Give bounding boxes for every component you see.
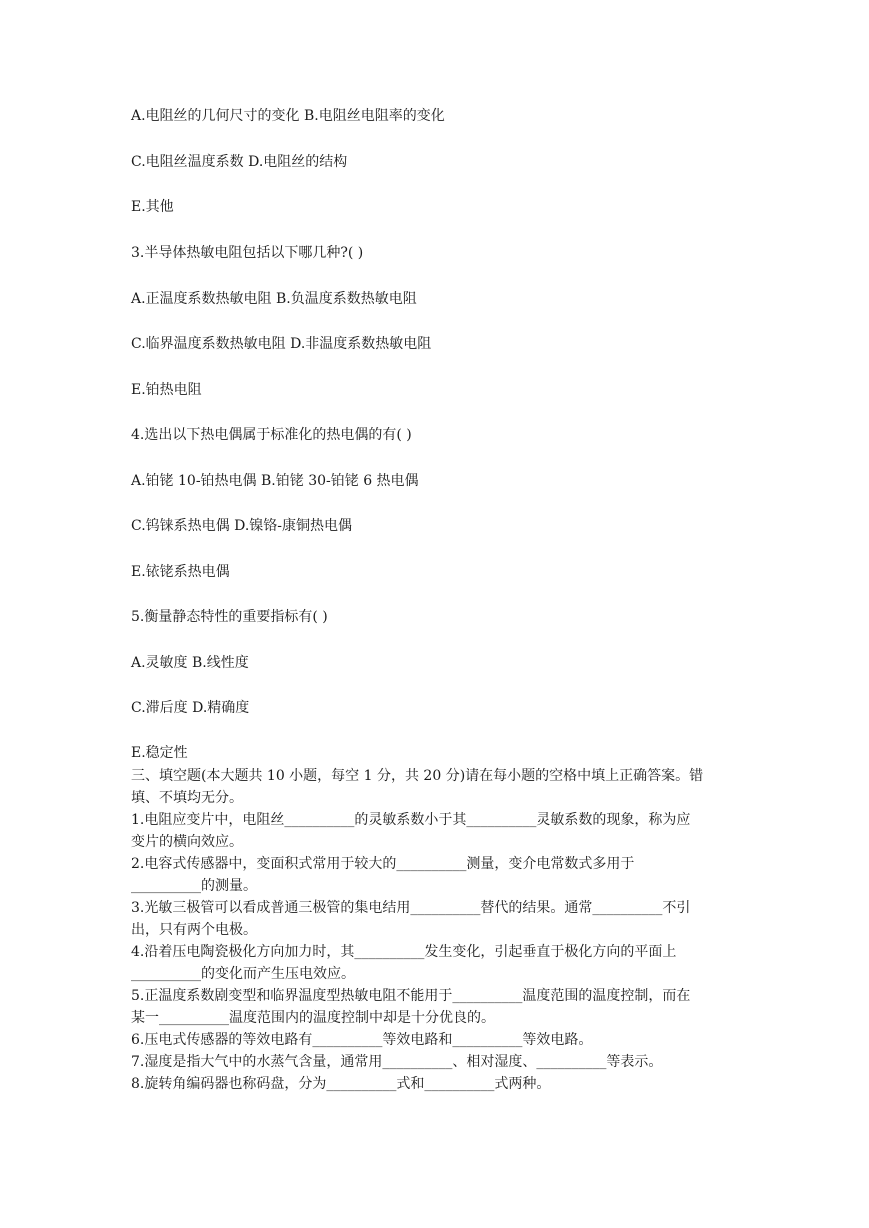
q5-option-ab: A.灵敏度 B.线性度 — [131, 655, 249, 671]
q4-stem: 4.选出以下热电偶属于标准化的热电偶的有( ) — [131, 427, 412, 443]
section-heading-line-1: 三、填空题(本大题共 10 小题，每空 1 分，共 20 分)请在每小题的空格中填上正确答案。错 — [131, 768, 704, 784]
fill-q7-line-1: 7.湿度是指大气中的水蒸气含量，通常用__________、相对湿度、__________等表示。 — [131, 1054, 663, 1070]
fill-q2-line-1: 2.电容式传感器中，变面积式常用于较大的__________测量，变介电常数式多用于 — [131, 856, 635, 872]
q4-option-cd: C.钨铼系热电偶 D.镍铬-康铜热电偶 — [131, 518, 353, 534]
fill-q4-line-2: __________的变化而产生压电效应。 — [131, 966, 355, 982]
q3-option-ab: A.正温度系数热敏电阻 B.负温度系数热敏电阻 — [131, 291, 417, 307]
fill-q3-line-1: 3.光敏三极管可以看成普通三极管的集电结用__________替代的结果。通常__________不引 — [131, 900, 691, 916]
q5-option-e: E.稳定性 — [131, 745, 188, 761]
q3-stem: 3.半导体热敏电阻包括以下哪几种?( ) — [131, 245, 364, 261]
fill-q5-line-2: 某一__________温度范围内的温度控制中却是十分优良的。 — [131, 1010, 495, 1026]
q3-option-cd: C.临界温度系数热敏电阻 D.非温度系数热敏电阻 — [131, 336, 432, 352]
fill-q1-line-2: 变片的横向效应。 — [131, 834, 243, 850]
fill-section — [131, 765, 741, 1095]
q2-option-e: E.其他 — [131, 199, 174, 215]
fill-q2-line-2: __________的测量。 — [131, 878, 257, 894]
fill-q1-line-1: 1.电阻应变片中，电阻丝__________的灵敏系数小于其__________灵敏系数的现象，称为应 — [131, 812, 691, 828]
q4-option-ab: A.铂铑 10-铂热电偶 B.铂铑 30-铂铑 6 热电偶 — [131, 473, 419, 489]
fill-q3-line-2: 出，只有两个电极。 — [131, 922, 257, 938]
fill-q8-line-1: 8.旋转角编码器也称码盘，分为__________式和__________式两种。 — [131, 1076, 551, 1092]
section-heading-line-2: 填、不填均无分。 — [131, 790, 243, 806]
q5-option-cd: C.滞后度 D.精确度 — [131, 700, 250, 716]
q4-option-e: E.铱铑系热电偶 — [131, 564, 230, 580]
q2-option-ab: A.电阻丝的几何尺寸的变化 B.电阻丝电阻率的变化 — [131, 108, 445, 124]
fill-q5-line-1: 5.正温度系数剧变型和临界温度型热敏电阻不能用于__________温度范围的温度控制，而在 — [131, 988, 691, 1004]
q2-option-cd: C.电阻丝温度系数 D.电阻丝的结构 — [131, 154, 348, 170]
fill-q6-line-1: 6.压电式传感器的等效电路有__________等效电路和__________等效电路。 — [131, 1032, 593, 1048]
fill-q4-line-1: 4.沿着压电陶瓷极化方向加力时，其__________发生变化，引起垂直于极化方向的平面上 — [131, 944, 677, 960]
q5-stem: 5.衡量静态特性的重要指标有( ) — [131, 609, 328, 625]
q3-option-e: E.铂热电阻 — [131, 382, 202, 398]
